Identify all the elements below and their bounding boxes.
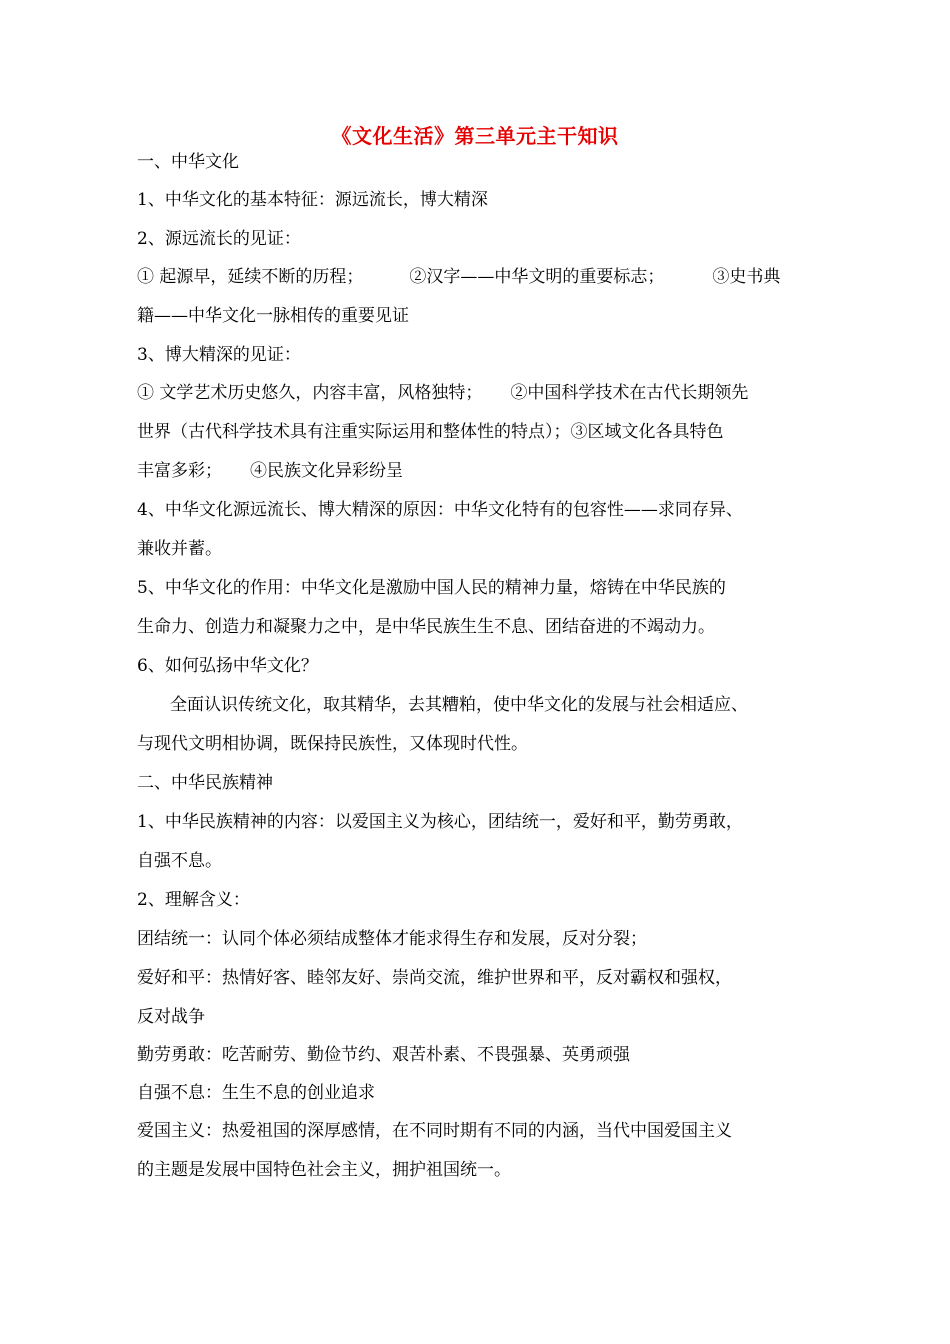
text-segment: ① 文学艺术历史悠久，内容丰富，风格独特；	[137, 383, 483, 403]
text-line: 4、中华文化源远流长、博大精深的原因：中华文化特有的包容性——求同存异、	[137, 500, 743, 520]
text-line: 的主题是发展中国特色社会主义，拥护祖国统一。	[137, 1160, 511, 1180]
text-line: 2、源远流长的见证：	[137, 229, 301, 249]
text-line: 3、博大精深的见证：	[137, 345, 301, 365]
text-line: 爱好和平：热情好客、睦邻友好、崇尚交流，维护世界和平，反对霸权和强权，	[137, 968, 732, 988]
text-line: 籍——中华文化一脉相传的重要见证	[137, 306, 409, 326]
text-line: 反对战争	[137, 1007, 205, 1027]
text-line: 生命力、创造力和凝聚力之中，是中华民族生生不息、团结奋进的不竭动力。	[137, 617, 715, 637]
text-line: 自强不息。	[137, 851, 222, 871]
text-line: 1、中华文化的基本特征：源远流长，博大精深	[137, 190, 488, 210]
text-segment: ① 起源早，延续不断的历程；	[137, 267, 364, 287]
text-line: 6、如何弘扬中华文化？	[137, 656, 318, 676]
text-line	[137, 381, 748, 405]
text-line: 2、理解含义：	[137, 890, 250, 910]
text-segment: ②中国科学技术在古代长期领先	[510, 383, 749, 403]
section-heading-1: 一、中华文化	[137, 152, 239, 172]
text-line: 与现代文明相协调，既保持民族性，又体现时代性。	[137, 734, 528, 754]
text-line: 世界（古代科学技术具有注重实际运用和整体性的特点）；③区域文化各具特色	[137, 422, 724, 442]
text-segment: ③史书典	[712, 267, 781, 287]
section-heading-2: 二、中华民族精神	[137, 773, 273, 793]
text-line: 自强不息：生生不息的创业追求	[137, 1083, 375, 1103]
text-line: 兼收并蓄。	[137, 539, 222, 559]
text-line	[137, 459, 403, 483]
text-line	[137, 265, 780, 289]
text-segment: ②汉字——中华文明的重要标志；	[409, 267, 665, 287]
text-line: 爱国主义：热爱祖国的深厚感情，在不同时期有不同的内涵，当代中国爱国主义	[137, 1121, 732, 1141]
text-segment: ④民族文化异彩纷呈	[250, 461, 403, 481]
text-line: 5、中华文化的作用：中华文化是激励中国人民的精神力量，熔铸在中华民族的	[137, 578, 726, 598]
text-segment: 丰富多彩；	[137, 461, 222, 481]
document-title: 《文化生活》第三单元主干知识	[331, 124, 619, 148]
text-line: 全面认识传统文化，取其精华，去其糟粕，使中华文化的发展与社会相适应、	[170, 695, 748, 715]
text-line: 勤劳勇敢：吃苦耐劳、勤俭节约、艰苦朴素、不畏强暴、英勇顽强	[137, 1045, 630, 1065]
text-line: 团结统一：认同个体必须结成整体才能求得生存和发展，反对分裂；	[137, 929, 647, 949]
text-line: 1、中华民族精神的内容：以爱国主义为核心，团结统一，爱好和平，勤劳勇敢，	[137, 812, 743, 832]
